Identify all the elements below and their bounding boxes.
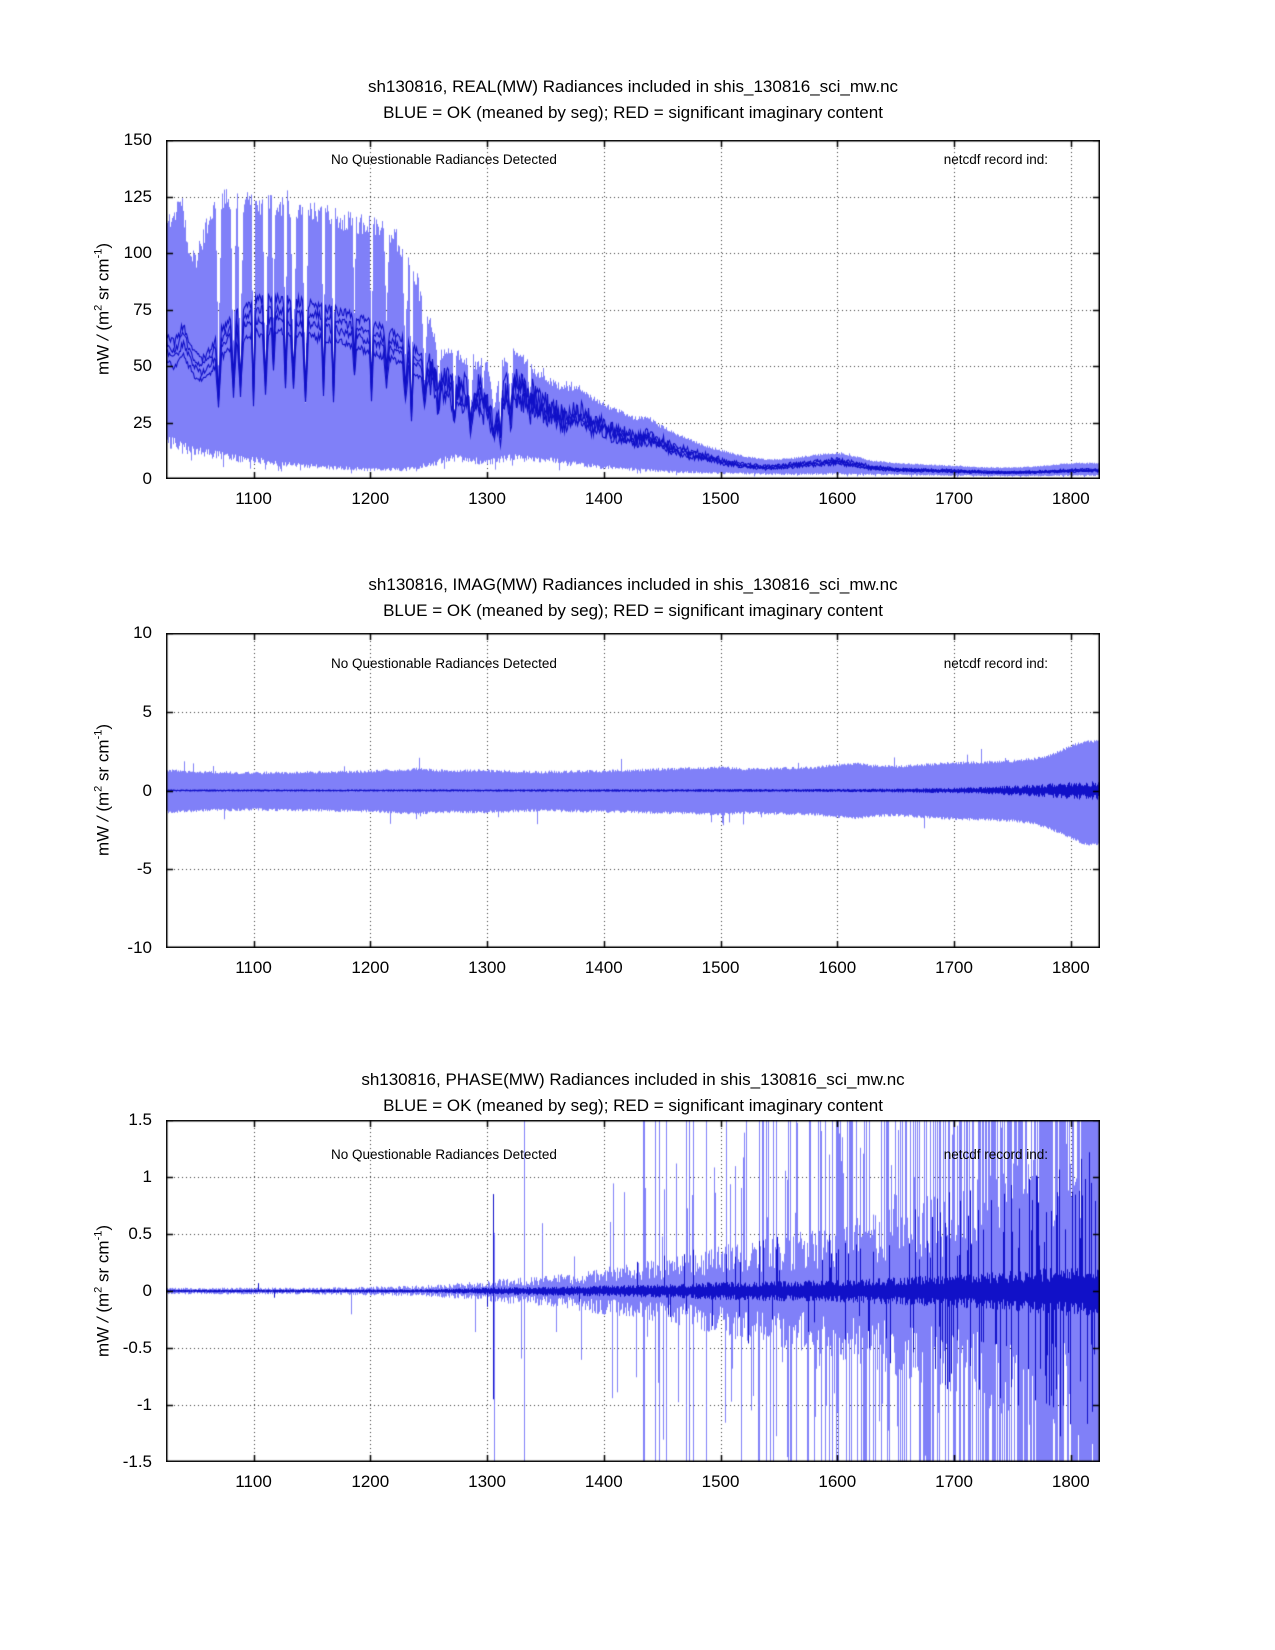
x-tick-label: 1300	[468, 1472, 506, 1491]
x-tick-label: 1700	[935, 1472, 973, 1491]
y-tick-label: 10	[133, 623, 152, 642]
plot2-annotation-left: No Questionable Radiances Detected	[331, 656, 557, 671]
x-tick-label: 1500	[701, 958, 740, 977]
ylabel-slash: /	[93, 816, 113, 822]
y-tick-label: 50	[133, 356, 152, 375]
x-tick-label: 1800	[1051, 1472, 1090, 1491]
x-tick-label: 1400	[584, 1472, 623, 1491]
ylabel-slash: /	[93, 335, 113, 341]
y-tick-label: -1	[136, 1395, 152, 1414]
y-tick-label: 5	[142, 701, 152, 721]
plot1-y-axis-label	[93, 243, 114, 375]
ylabel-text: sr cm	[93, 258, 113, 305]
y-tick-label: 150	[123, 130, 152, 149]
ylabel-text: mW	[93, 821, 113, 857]
y-tick-label: 0	[142, 469, 152, 488]
y-tick-label: 0.5	[128, 1224, 152, 1243]
ylabel-text: mW	[93, 340, 113, 376]
y-tick-label: 0	[142, 780, 152, 800]
y-tick-label: -0.5	[122, 1338, 152, 1357]
x-tick-label: 1100	[235, 489, 272, 508]
ylabel-text: sr cm	[93, 739, 113, 786]
x-tick-label: 1300	[468, 489, 506, 508]
plot3-title: sh130816, PHASE(MW) Radiances included in shis_130816_sci_mw.nc	[361, 1070, 905, 1089]
x-tick-label: 1100	[235, 1472, 272, 1491]
ylabel-text: )	[93, 1224, 113, 1231]
ylabel-superscript: 2	[92, 304, 105, 311]
y-tick-label: -1.5	[122, 1452, 152, 1471]
plot3-chart-canvas	[166, 1120, 1100, 1462]
plot2-subtitle: BLUE = OK (meaned by seg); RED = significant imaginary content	[383, 601, 883, 620]
ylabel-text: (m	[93, 1292, 113, 1318]
y-tick-label: 0	[142, 1281, 152, 1300]
plot3-annotation-right: netcdf record ind:	[943, 1147, 1048, 1162]
x-tick-label: 1700	[935, 489, 973, 508]
x-tick-label: 1700	[935, 958, 973, 977]
plot1-chart-canvas	[166, 140, 1100, 479]
y-tick-label: 100	[123, 243, 152, 262]
x-tick-label: 1500	[701, 1472, 740, 1491]
plot3-y-axis-label	[93, 1225, 114, 1357]
ylabel-text: )	[93, 242, 113, 249]
x-tick-label: 1400	[584, 958, 623, 977]
plot1-annotation-right: netcdf record ind:	[943, 152, 1048, 167]
ylabel-text: )	[93, 723, 113, 730]
plot1-title: sh130816, REAL(MW) Radiances included in shis_130816_sci_mw.nc	[367, 77, 899, 96]
x-tick-label: 1300	[468, 958, 506, 977]
y-tick-label: 1	[142, 1167, 152, 1186]
x-tick-label: 1800	[1051, 489, 1090, 508]
plot3-annotation-left: No Questionable Radiances Detected	[331, 1147, 557, 1162]
y-tick-label: 75	[133, 299, 152, 319]
ylabel-text: sr cm	[93, 1240, 113, 1287]
plot2-annotation-right: netcdf record ind:	[943, 656, 1048, 671]
plot1-axes	[166, 140, 1100, 479]
plot1-annotation-left: No Questionable Radiances Detected	[331, 152, 557, 167]
x-tick-label: 1600	[818, 489, 857, 508]
x-tick-label: 1200	[351, 489, 390, 508]
ylabel-superscript: -1	[92, 248, 105, 259]
y-tick-label: -5	[136, 859, 152, 879]
y-tick-label: 25	[133, 412, 152, 432]
plot2-axes	[166, 633, 1100, 948]
plot2-y-axis-label	[93, 724, 114, 856]
x-tick-label: 1400	[584, 489, 623, 508]
y-tick-label: 125	[123, 186, 152, 206]
x-tick-label: 1100	[235, 958, 272, 977]
x-tick-label: 1600	[818, 1472, 857, 1491]
plot2-chart-canvas	[166, 633, 1100, 948]
x-tick-label: 1500	[701, 489, 740, 508]
plot2-title: sh130816, IMAG(MW) Radiances included in shis_130816_sci_mw.nc	[368, 575, 898, 594]
ylabel-text: mW	[93, 1322, 113, 1358]
plot3-axes	[166, 1120, 1100, 1462]
plot3-subtitle: BLUE = OK (meaned by seg); RED = significant imaginary content	[383, 1096, 883, 1115]
ylabel-superscript: 2	[92, 1286, 105, 1293]
x-tick-label: 1200	[351, 1472, 390, 1491]
y-tick-label: 1.5	[128, 1110, 152, 1129]
plot1-subtitle: BLUE = OK (meaned by seg); RED = significant imaginary content	[383, 103, 883, 122]
x-tick-label: 1600	[818, 958, 857, 977]
ylabel-superscript: -1	[92, 1230, 105, 1241]
x-tick-label: 1800	[1051, 958, 1090, 977]
ylabel-text: (m	[93, 791, 113, 817]
ylabel-superscript: -1	[92, 729, 105, 740]
ylabel-superscript: 2	[92, 785, 105, 792]
ylabel-slash: /	[93, 1317, 113, 1323]
ylabel-text: (m	[93, 310, 113, 336]
y-tick-label: -10	[127, 938, 152, 957]
x-tick-label: 1200	[351, 958, 390, 977]
